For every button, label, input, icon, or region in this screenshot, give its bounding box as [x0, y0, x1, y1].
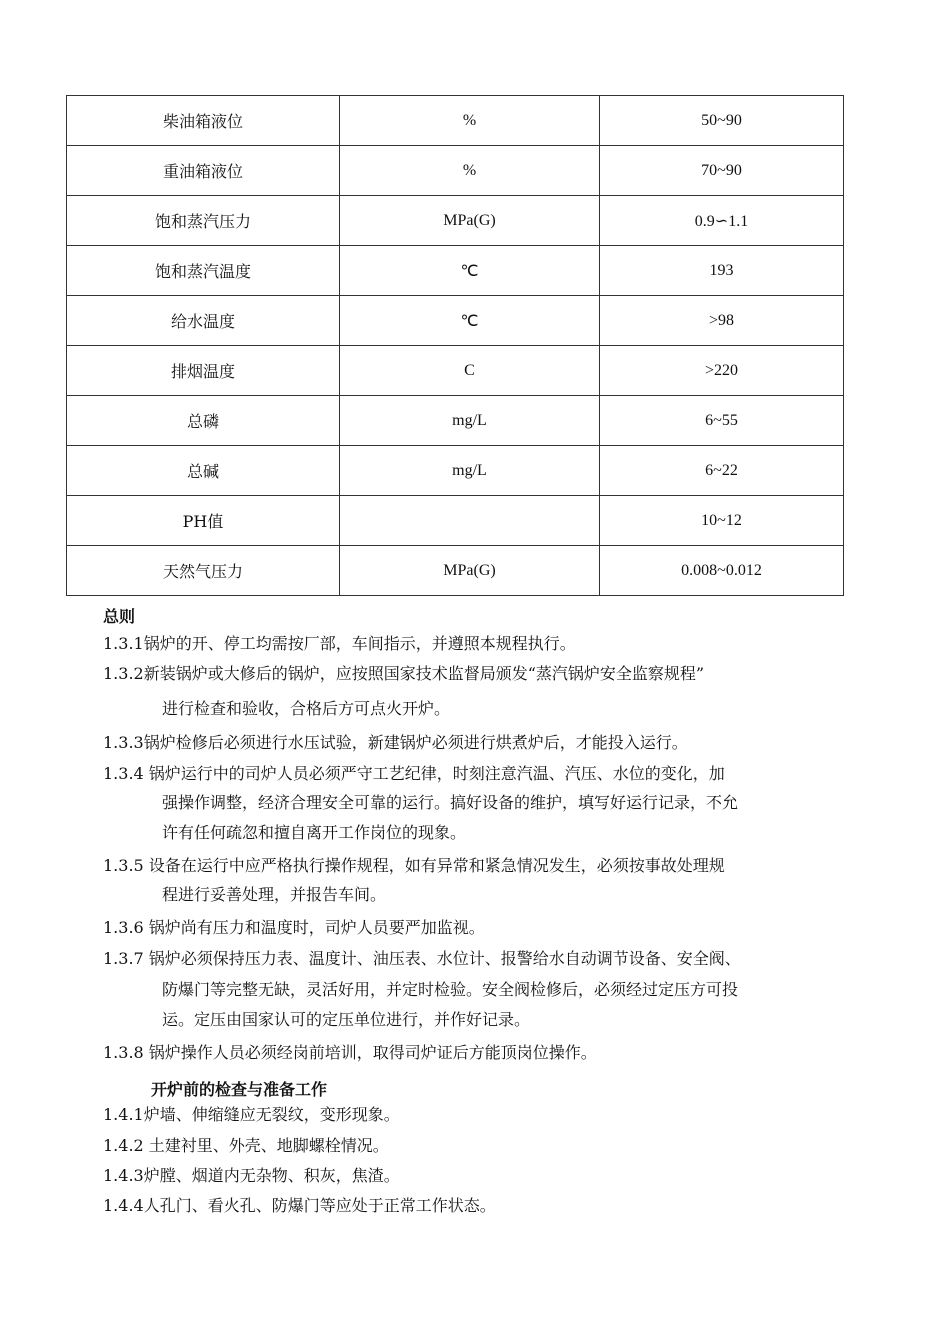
param-name: 饱和蒸汽温度 [67, 246, 340, 296]
clause-1-3-2-cont: 进行检查和验收，合格后方可点火开炉。 [162, 699, 451, 718]
param-name: 排烟温度 [67, 346, 340, 396]
clause-1-3-2: 1.3.2新装锅炉或大修后的锅炉，应按照国家技术监督局颁发“蒸汽锅炉安全监察规程” [103, 664, 705, 683]
param-name: 总磷 [67, 396, 340, 446]
param-value: 70~90 [600, 146, 844, 196]
param-name: 总碱 [67, 446, 340, 496]
clause-1-3-3: 1.3.3锅炉检修后必须进行水压试验，新建锅炉必须进行烘煮炉后，才能投入运行。 [103, 733, 688, 752]
param-value: 193 [600, 246, 844, 296]
param-unit: C [340, 346, 600, 396]
param-unit: ℃ [340, 246, 600, 296]
clause-1-3-4: 1.3.4 锅炉运行中的司炉人员必须严守工艺纪律，时刻注意汽温、汽压、水位的变化，加 [103, 764, 725, 783]
table-row [67, 296, 844, 346]
param-unit: % [340, 96, 600, 146]
clause-1-3-7-cont: 运。定压由国家认可的定压单位进行，并作好记录。 [162, 1010, 531, 1029]
param-name: 柴油箱液位 [67, 96, 340, 146]
clause-1-4-4: 1.4.4人孔门、看火孔、防爆门等应处于正常工作状态。 [103, 1196, 496, 1215]
section-title-prestart-checks: 开炉前的检查与准备工作 [151, 1080, 328, 1099]
table-row [67, 96, 844, 146]
clause-1-3-4-cont: 许有任何疏忽和擅自离开工作岗位的现象。 [162, 823, 467, 842]
clause-1-4-2: 1.4.2 土建衬里、外壳、地脚螺栓情况。 [103, 1136, 389, 1155]
param-unit: mg/L [340, 396, 600, 446]
param-name: 给水温度 [67, 296, 340, 346]
parameter-table [66, 95, 844, 596]
param-unit: mg/L [340, 446, 600, 496]
param-value: >220 [600, 346, 844, 396]
param-value: 0.9∽1.1 [600, 196, 844, 246]
param-value: 10~12 [600, 496, 844, 546]
param-name: 重油箱液位 [67, 146, 340, 196]
table-row [67, 146, 844, 196]
clause-1-4-1: 1.4.1炉墙、伸缩缝应无裂纹，变形现象。 [103, 1105, 400, 1124]
param-value: 6~22 [600, 446, 844, 496]
table-row [67, 546, 844, 596]
table-row [67, 396, 844, 446]
param-unit: % [340, 146, 600, 196]
param-unit [340, 496, 600, 546]
param-name: PH值 [67, 496, 340, 546]
param-unit: MPa(G) [340, 196, 600, 246]
param-unit: ℃ [340, 296, 600, 346]
clause-1-3-1: 1.3.1锅炉的开、停工均需按厂部，车间指示，并遵照本规程执行。 [103, 634, 576, 653]
clause-1-3-5: 1.3.5 设备在运行中应严格执行操作规程，如有异常和紧急情况发生，必须按事故处理规 [103, 856, 725, 875]
param-name: 天然气压力 [67, 546, 340, 596]
param-unit: MPa(G) [340, 546, 600, 596]
section-title-general: 总则 [103, 607, 136, 626]
param-value: 6~55 [600, 396, 844, 446]
clause-1-3-7: 1.3.7 锅炉必须保持压力表、温度计、油压表、水位计、报警给水自动调节设备、安全阀、 [103, 949, 741, 968]
clause-1-3-4-cont: 强操作调整，经济合理安全可靠的运行。搞好设备的维护，填写好运行记录，不允 [162, 793, 739, 812]
param-value: 50~90 [600, 96, 844, 146]
clause-1-3-5-cont: 程进行妥善处理，并报告车间。 [162, 885, 387, 904]
clause-1-4-3: 1.4.3炉膛、烟道内无杂物、积灰，焦渣。 [103, 1166, 400, 1185]
clause-1-3-6: 1.3.6 锅炉尚有压力和温度时，司炉人员要严加监视。 [103, 918, 485, 937]
param-name: 饱和蒸汽压力 [67, 196, 340, 246]
param-value: >98 [600, 296, 844, 346]
table-row [67, 446, 844, 496]
table-row [67, 496, 844, 546]
table-row [67, 196, 844, 246]
param-value: 0.008~0.012 [600, 546, 844, 596]
clause-1-3-7-cont: 防爆门等完整无缺，灵活好用，并定时检验。安全阀检修后，必须经过定压方可投 [162, 980, 739, 999]
table-row [67, 346, 844, 396]
clause-1-3-8: 1.3.8 锅炉操作人员必须经岗前培训，取得司炉证后方能顶岗位操作。 [103, 1043, 597, 1062]
table-row [67, 246, 844, 296]
